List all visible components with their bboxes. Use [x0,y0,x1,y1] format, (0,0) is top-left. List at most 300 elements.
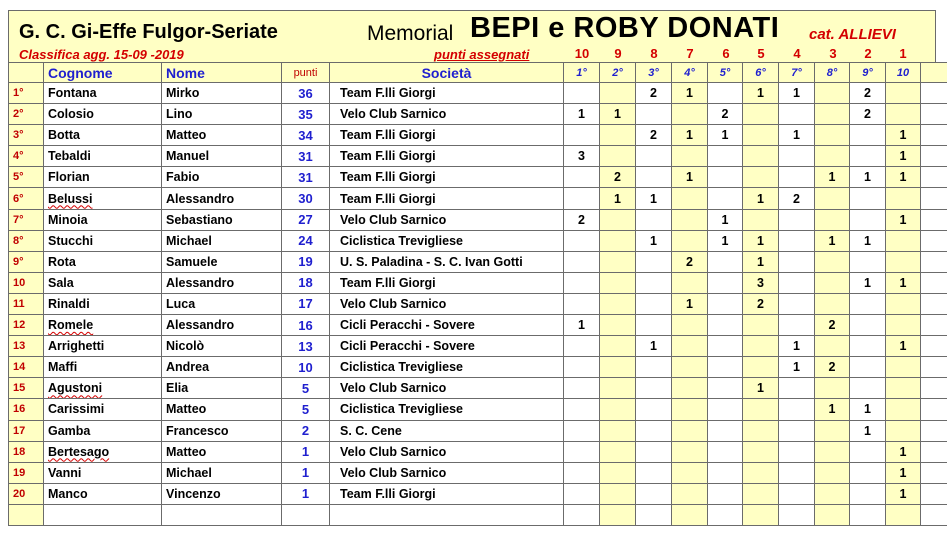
place-count-cell: 1 [743,378,779,399]
rank-cell: 11 [9,293,44,314]
place-count-cell: 1 [636,188,672,209]
cognome-text: Agustoni [48,381,103,396]
empty-cell [850,504,886,525]
place-count-cell [636,399,672,420]
place-count-cell: 1 [779,357,815,378]
place-count-cell [672,357,708,378]
place-count-cell [886,230,921,251]
place-count-cell [636,104,672,125]
place-count-cell: 1 [886,146,921,167]
place-count-cell: 2 [815,357,850,378]
place-count-cell: 1 [886,483,921,504]
rank-cell: 1° [9,83,44,104]
extra-cell [921,315,947,336]
cognome-text: Minoia [48,212,88,227]
extra-cell [921,146,947,167]
place-count-cell: 1 [564,104,600,125]
place-count-cell [743,167,779,188]
place-count-cell [708,420,743,441]
place-header-8: 8° [815,63,850,83]
rank-cell: 3° [9,125,44,146]
place-count-cell [672,315,708,336]
place-count-cell [600,209,636,230]
societa-cell: Velo Club Sarnico [330,104,564,125]
place-count-cell [886,378,921,399]
place-count-cell: 1 [672,293,708,314]
societa-header: Società [330,63,564,83]
place-count-cell [708,272,743,293]
empty-cell [162,504,282,525]
rank-cell: 13 [9,336,44,357]
table-row [9,125,947,146]
place-count-cell: 1 [743,251,779,272]
place-header-2: 2° [600,63,636,83]
place-count-cell [564,125,600,146]
place-count-cell [779,441,815,462]
cognome-text: Vanni [48,465,82,480]
table-row-empty [9,504,947,525]
rank-cell: 10 [9,272,44,293]
table-row [9,357,947,378]
cognome-cell [44,167,162,188]
place-count-cell [779,462,815,483]
place-count-cell: 1 [564,315,600,336]
place-header-7: 7° [779,63,815,83]
place-count-cell [708,441,743,462]
extra-cell [921,357,947,378]
place-count-cell [886,293,921,314]
standings-sheet [8,10,936,526]
place-count-cell [600,251,636,272]
societa-cell: Cicli Peracchi - Sovere [330,315,564,336]
cognome-text: Manco [48,486,88,501]
punti-cell: 34 [282,125,330,146]
place-count-cell: 1 [815,399,850,420]
place-count-cell [600,420,636,441]
points-awarded-2: 9 [614,46,622,61]
place-count-cell [636,483,672,504]
place-count-cell [600,293,636,314]
place-count-cell [850,378,886,399]
rank-cell: 15 [9,378,44,399]
place-header-3: 3° [636,63,672,83]
place-count-cell: 1 [779,83,815,104]
place-count-cell [815,378,850,399]
place-count-cell [564,167,600,188]
extra-cell [921,293,947,314]
nome-cell: Manuel [162,146,282,167]
place-count-cell: 1 [600,104,636,125]
cognome-text: Carissimi [48,402,105,417]
place-count-cell [672,230,708,251]
place-count-cell [886,188,921,209]
extra-header [921,63,947,83]
place-count-cell [636,357,672,378]
societa-cell: Cicli Peracchi - Sovere [330,336,564,357]
place-count-cell [743,104,779,125]
place-count-cell [672,146,708,167]
place-count-cell [708,378,743,399]
societa-cell: Velo Club Sarnico [330,209,564,230]
rank-cell: 12 [9,315,44,336]
table-row [9,378,947,399]
cognome-cell [44,399,162,420]
place-count-cell [636,462,672,483]
place-count-cell: 1 [886,336,921,357]
extra-cell [921,462,947,483]
empty-cell [600,504,636,525]
extra-cell [921,483,947,504]
place-count-cell [779,167,815,188]
punti-cell: 27 [282,209,330,230]
punti-cell: 1 [282,441,330,462]
extra-cell [921,336,947,357]
place-count-cell [672,399,708,420]
place-count-cell [850,357,886,378]
points-awarded-5: 6 [722,46,730,61]
points-awarded-label: punti assegnati [434,47,530,62]
place-count-cell: 2 [850,104,886,125]
place-count-cell [672,188,708,209]
place-count-cell [779,420,815,441]
place-count-cell [672,378,708,399]
cognome-cell [44,441,162,462]
place-count-cell: 1 [779,125,815,146]
place-count-cell [743,483,779,504]
place-count-cell [815,251,850,272]
empty-cell [779,504,815,525]
title-band [8,10,936,62]
nome-cell: Michael [162,462,282,483]
table-row [9,83,947,104]
place-count-cell [636,146,672,167]
place-count-cell: 1 [850,230,886,251]
place-count-cell: 1 [600,188,636,209]
place-count-cell [636,315,672,336]
cognome-cell [44,146,162,167]
points-awarded-8: 3 [829,46,837,61]
place-count-cell [600,230,636,251]
standings-body [9,83,947,526]
cognome-text: Bertesago [48,444,110,459]
punti-cell: 16 [282,315,330,336]
place-count-cell [636,209,672,230]
place-count-cell [636,272,672,293]
cognome-cell [44,83,162,104]
place-count-cell [743,357,779,378]
societa-cell: U. S. Paladina - S. C. Ivan Gotti [330,251,564,272]
place-count-cell: 1 [850,167,886,188]
punti-cell: 17 [282,293,330,314]
place-count-cell [672,420,708,441]
place-count-cell [708,167,743,188]
place-count-cell [815,209,850,230]
table-row [9,230,947,251]
place-count-cell [636,378,672,399]
punti-cell: 5 [282,399,330,420]
rank-cell: 9° [9,251,44,272]
nome-header: Nome [162,63,282,83]
punti-cell: 13 [282,336,330,357]
place-count-cell: 2 [636,125,672,146]
place-count-cell [564,483,600,504]
place-count-cell [708,293,743,314]
punti-cell: 10 [282,357,330,378]
cognome-cell [44,462,162,483]
table-row [9,441,947,462]
punti-cell: 31 [282,167,330,188]
place-count-cell [815,104,850,125]
cognome-text: Maffi [48,360,78,375]
nome-cell: Alessandro [162,188,282,209]
place-count-cell [564,378,600,399]
punti-cell: 5 [282,378,330,399]
nome-cell: Matteo [162,441,282,462]
empty-cell [743,504,779,525]
empty-cell [330,504,564,525]
punti-cell: 35 [282,104,330,125]
cognome-cell [44,378,162,399]
place-count-cell [564,83,600,104]
place-count-cell [708,399,743,420]
place-count-cell [600,315,636,336]
points-awarded-4: 7 [686,46,694,61]
cognome-text: Sala [48,275,74,290]
place-count-cell [779,230,815,251]
place-count-cell [850,483,886,504]
cognome-cell [44,230,162,251]
place-count-cell: 1 [708,125,743,146]
place-count-cell [600,83,636,104]
nome-cell: Andrea [162,357,282,378]
societa-cell: S. C. Cene [330,420,564,441]
extra-cell [921,272,947,293]
cognome-cell [44,209,162,230]
place-count-cell [708,315,743,336]
place-header-9: 9° [850,63,886,83]
extra-cell [921,209,947,230]
place-count-cell [600,336,636,357]
rank-cell: 5° [9,167,44,188]
cognome-cell [44,357,162,378]
place-count-cell [886,104,921,125]
cognome-cell [44,125,162,146]
societa-cell: Team F.lli Giorgi [330,125,564,146]
place-count-cell [779,483,815,504]
extra-cell [921,251,947,272]
place-count-cell [779,272,815,293]
empty-cell [44,504,162,525]
rank-header [9,63,44,83]
cognome-text: Arrighetti [48,339,105,354]
cognome-text: Colosio [48,107,94,122]
table-row [9,399,947,420]
points-awarded-6: 5 [757,46,765,61]
place-count-cell [564,336,600,357]
rank-cell: 2° [9,104,44,125]
place-count-cell: 2 [564,209,600,230]
cognome-cell [44,104,162,125]
cognome-text: Florian [48,170,90,185]
place-count-cell [564,441,600,462]
points-awarded-9: 2 [864,46,872,61]
table-row [9,167,947,188]
place-count-cell [743,315,779,336]
cognome-cell [44,315,162,336]
place-count-cell [743,336,779,357]
place-count-cell [708,336,743,357]
place-count-cell: 1 [815,230,850,251]
place-count-cell: 1 [779,336,815,357]
place-count-cell [600,483,636,504]
place-header-1: 1° [564,63,600,83]
cognome-header: Cognome [44,63,162,83]
place-count-cell [850,146,886,167]
place-count-cell [886,251,921,272]
place-count-cell [564,272,600,293]
place-count-cell [564,230,600,251]
place-header-5: 5° [708,63,743,83]
nome-cell: Matteo [162,399,282,420]
rank-cell: 17 [9,420,44,441]
place-count-cell [779,293,815,314]
extra-cell [921,441,947,462]
place-count-cell [815,483,850,504]
empty-cell [9,504,44,525]
cognome-text: Rinaldi [48,296,90,311]
table-row [9,420,947,441]
place-count-cell [815,146,850,167]
rank-cell: 16 [9,399,44,420]
memorial-name: BEPI e ROBY DONATI [470,12,780,44]
place-count-cell [636,420,672,441]
cognome-text: Rota [48,254,76,269]
place-count-cell [886,420,921,441]
societa-cell: Team F.lli Giorgi [330,146,564,167]
cognome-text: Tebaldi [48,149,91,164]
punti-cell: 18 [282,272,330,293]
place-count-cell: 2 [779,188,815,209]
place-count-cell [636,167,672,188]
cognome-cell [44,251,162,272]
cognome-cell [44,272,162,293]
place-count-cell: 1 [886,167,921,188]
place-count-cell: 2 [600,167,636,188]
punti-cell: 36 [282,83,330,104]
nome-cell: Mirko [162,83,282,104]
rank-cell: 20 [9,483,44,504]
nome-cell: Samuele [162,251,282,272]
place-count-cell [600,378,636,399]
points-awarded-10: 1 [899,46,907,61]
place-header-10: 10 [886,63,921,83]
cognome-cell [44,336,162,357]
place-count-cell: 2 [708,104,743,125]
place-count-cell [850,441,886,462]
societa-cell: Team F.lli Giorgi [330,83,564,104]
cognome-text: Belussi [48,191,93,206]
nome-cell: Alessandro [162,315,282,336]
nome-cell: Lino [162,104,282,125]
societa-cell: Ciclistica Trevigliese [330,357,564,378]
cognome-cell [44,420,162,441]
points-awarded-1: 10 [574,46,590,61]
place-count-cell: 2 [672,251,708,272]
extra-cell [921,420,947,441]
societa-cell: Team F.lli Giorgi [330,483,564,504]
punti-cell: 2 [282,420,330,441]
table-row [9,188,947,209]
empty-cell [636,504,672,525]
place-count-cell [850,251,886,272]
place-count-cell [743,399,779,420]
extra-cell [921,167,947,188]
societa-cell: Velo Club Sarnico [330,441,564,462]
place-count-cell: 1 [672,167,708,188]
place-count-cell [600,272,636,293]
place-count-cell [850,336,886,357]
place-count-cell [564,399,600,420]
club-title: G. C. Gi-Effe Fulgor-Seriate [19,21,278,43]
place-count-cell [815,336,850,357]
standings-table [8,62,947,526]
place-count-cell [779,315,815,336]
extra-cell [921,378,947,399]
place-count-cell [886,315,921,336]
nome-cell: Nicolò [162,336,282,357]
place-count-cell [600,146,636,167]
nome-cell: Matteo [162,125,282,146]
nome-cell: Alessandro [162,272,282,293]
societa-cell: Team F.lli Giorgi [330,167,564,188]
place-count-cell [850,125,886,146]
nome-cell: Luca [162,293,282,314]
place-count-cell [600,399,636,420]
place-count-cell: 1 [708,230,743,251]
empty-cell [921,504,947,525]
place-count-cell [850,209,886,230]
place-count-cell [708,188,743,209]
extra-cell [921,399,947,420]
place-count-cell [850,188,886,209]
place-count-cell [850,293,886,314]
rank-cell: 8° [9,230,44,251]
empty-cell [886,504,921,525]
place-count-cell [672,483,708,504]
table-row [9,462,947,483]
place-count-cell: 2 [636,83,672,104]
place-count-cell [815,125,850,146]
empty-cell [815,504,850,525]
place-count-cell: 1 [743,188,779,209]
table-row [9,272,947,293]
points-awarded-7: 4 [793,46,801,61]
place-count-cell [815,462,850,483]
societa-cell: Ciclistica Trevigliese [330,230,564,251]
rank-cell: 4° [9,146,44,167]
place-count-cell [672,104,708,125]
place-count-cell [600,125,636,146]
place-count-cell [600,462,636,483]
place-count-cell: 1 [886,209,921,230]
place-count-cell: 1 [636,336,672,357]
nome-cell: Vincenzo [162,483,282,504]
extra-cell [921,83,947,104]
place-count-cell: 1 [743,230,779,251]
societa-cell: Ciclistica Trevigliese [330,399,564,420]
table-row [9,293,947,314]
place-count-cell: 1 [815,167,850,188]
